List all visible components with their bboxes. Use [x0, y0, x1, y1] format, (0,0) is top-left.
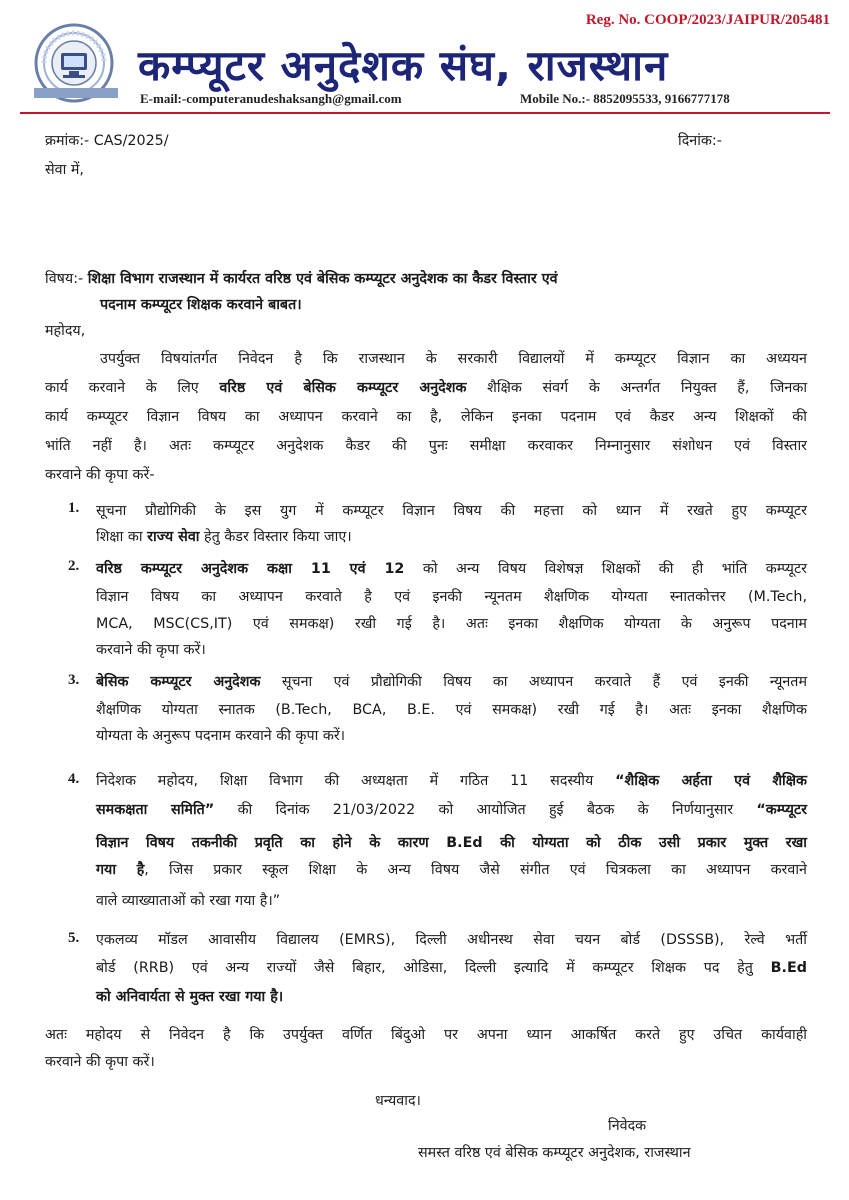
organization-mobile: Mobile No.:- 8852095533, 9166777178: [520, 91, 730, 106]
point-5-line-2: [96, 955, 807, 981]
intro-line-2-post: शैक्षिक संवर्ग के अन्तर्गत नियुक्त हैं, जिनका: [487, 380, 808, 396]
point-4-line-2: [96, 797, 807, 823]
point-1-text: शिक्षा का: [96, 529, 143, 545]
signature-line: समस्त वरिष्ठ एवं बेसिक कम्प्यूटर अनुदेशक, राजस्थान: [418, 1145, 691, 1161]
point-5-bold-end: को अनिवार्यता से मुक्त रखा गया है।: [96, 989, 284, 1005]
point-4-line-4: [96, 857, 807, 883]
point-2-bold: वरिष्ठ कम्प्यूटर अनुदेशक कक्षा 11 एवं 12: [96, 561, 405, 577]
point-1-line-2: [96, 524, 352, 550]
point-4-quote-start: “कम्प्यूटर: [756, 802, 807, 818]
subject-label: विषय:-: [45, 271, 84, 287]
intro-line-2-pre: कार्य करवाने के लिए: [45, 380, 199, 396]
intro-line-2-bold: वरिष्ठ एवं बेसिक कम्प्यूटर अनुदेशक: [219, 380, 467, 396]
point-1-text-end: हेतु कैडर विस्तार किया जाए।: [204, 529, 352, 545]
point-4-line-1: [96, 768, 807, 794]
applicant-label: निवेदक: [608, 1118, 647, 1134]
subject-line-2: [100, 292, 302, 318]
registration-number: Reg. No. COOP/2023/JAIPUR/205481: [585, 12, 830, 28]
date-label: दिनांक:-: [678, 133, 722, 149]
closing-line-2: करवाने की कृपा करें।: [45, 1054, 155, 1070]
point-4-committee: समकक्षता समिति”: [96, 802, 215, 818]
point-4-quote: विज्ञान विषय तकनीकी प्रवृति का होने के कारण B.Ed की योग्यता को ठीक उसी प्रकार मुक्त रखा: [96, 835, 807, 851]
point-2-line-4: करवाने की कृपा करें।: [96, 642, 206, 658]
organization-name: कम्प्यूटर अनुदेशक संघ, राजस्थान: [138, 41, 669, 90]
subject-text-1: शिक्षा विभाग राजस्थान में कार्यरत वरिष्ठ एवं बेसिक कम्प्यूटर अनुदेशक का कैडर विस्तार एवं: [87, 271, 558, 287]
point-2-line-3: MCA, MSC(CS,IT) एवं समकक्ष) रखी गई है। अतः इनका शैक्षणिक योग्यता के अनुरूप पदनाम: [96, 616, 807, 632]
point-4-number: 4.: [68, 771, 80, 787]
point-5-bold: B.Ed: [770, 960, 807, 976]
logo-emblem-icon: [30, 18, 134, 108]
letterhead-divider: [20, 112, 830, 114]
point-3-line-2: शैक्षणिक योग्यता स्नातक (B.Tech, BCA, B.E. एवं समकक्ष) रखी गई है। अतः इनका शैक्षणिक: [96, 702, 807, 718]
point-2-text: को अन्य विषय विशेषज्ञ शिक्षकों की ही भांति कम्प्यूटर: [422, 561, 807, 577]
point-4-bold: “शैक्षिक अर्हता एवं शैक्षिक: [615, 773, 807, 789]
intro-line-4: भांति नहीं है। अतः कम्प्यूटर अनुदेशक कैडर की पुनः समीक्षा करवाकर निम्नानुसार संशोधन एवं विस्तार: [45, 438, 807, 454]
point-4-text: निदेशक महोदय, शिक्षा विभाग की अध्यक्षता में गठित 11 सदस्यीय: [96, 773, 594, 789]
point-4-quote-end: गया है: [96, 862, 145, 878]
point-2-number: 2.: [68, 558, 80, 574]
point-1-number: 1.: [68, 500, 80, 516]
intro-line-3: कार्य कम्प्यूटर विज्ञान विषय का अध्यापन करवाने का है, लेकिन इनका पदनाम एवं कैडर अन्य शिक्षकों की: [45, 409, 807, 425]
salutation: महोदय,: [45, 323, 86, 339]
point-2-line-2: विज्ञान विषय का अध्यापन करवाते है एवं इनकी न्यूनतम शैक्षणिक योग्यता स्नातकोत्तर (M.Tech,: [96, 589, 807, 605]
point-5-line-3: [96, 984, 283, 1010]
organization-logo: [30, 18, 134, 108]
intro-line-1: उपर्युक्त विषयांतर्गत निवेदन है कि राजस्थान के सरकारी विद्यालयों में कम्प्यूटर विज्ञान का अध्ययन: [100, 351, 807, 367]
addressee-line: सेवा में,: [45, 162, 84, 178]
point-1-bold: राज्य सेवा: [147, 529, 200, 545]
point-4-line-5: वाले व्याख्याताओं को रखा गया है।”: [96, 893, 281, 909]
point-3-line-3: योग्यता के अनुरूप पदनाम करवाने की कृपा करें।: [96, 728, 346, 744]
point-5-text: बोर्ड (RRB) एवं अन्य राज्यों जैसे बिहार, ओडिसा, दिल्ली इत्यादि में कम्प्यूटर शिक्षक पद हेतु: [96, 960, 753, 976]
closing-line-1: अतः महोदय से निवेदन है कि उपर्युक्त वर्णित बिंदुओ पर अपना ध्यान आकर्षित करते हुए उचित कार्यवाही: [45, 1027, 807, 1043]
point-4-line-3: [96, 830, 807, 856]
point-4-meeting-text: की दिनांक 21/03/2022 को आयोजित हुई बैठक के निर्णयानुसार: [237, 802, 734, 818]
thanks: धन्यवाद।: [375, 1093, 421, 1109]
point-5-line-1: एकलव्य मॉडल आवासीय विद्यालय (EMRS), दिल्ली अधीनस्थ सेवा चयन बोर्ड (DSSSB), रेल्वे भर्ती: [96, 932, 807, 948]
intro-line-2: [45, 375, 807, 401]
point-3-number: 3.: [68, 672, 80, 688]
point-3-text: सूचना एवं प्रौद्योगिकी विषय का अध्यापन करवाते हैं एवं इनकी न्यूनतम: [281, 674, 807, 690]
intro-line-5: करवाने की कृपा करें-: [45, 467, 155, 483]
point-4-text-end: , जिस प्रकार स्कूल शिक्षा के अन्य विषय जैसे संगीत एवं चित्रकला का अध्यापन करवाने: [144, 862, 807, 878]
point-3-bold: बेसिक कम्प्यूटर अनुदेशक: [96, 674, 261, 690]
subject-text-2: पदनाम कम्प्यूटर शिक्षक करवाने बाबत।: [100, 297, 302, 313]
point-2-line-1: [96, 556, 807, 582]
point-5-number: 5.: [68, 930, 80, 946]
point-1-line-1: सूचना प्रौद्योगिकी के इस युग में कम्प्यूटर विज्ञान विषय की महत्ता को ध्यान में रखते हुए कम्प्यूटर: [96, 503, 807, 519]
subject-line-1: [45, 266, 805, 292]
organization-email: E-mail:-computeranudeshaksangh@gmail.com: [140, 91, 402, 106]
point-3-line-1: [96, 669, 807, 695]
reference-number: क्रमांक:- CAS/2025/: [45, 133, 169, 149]
